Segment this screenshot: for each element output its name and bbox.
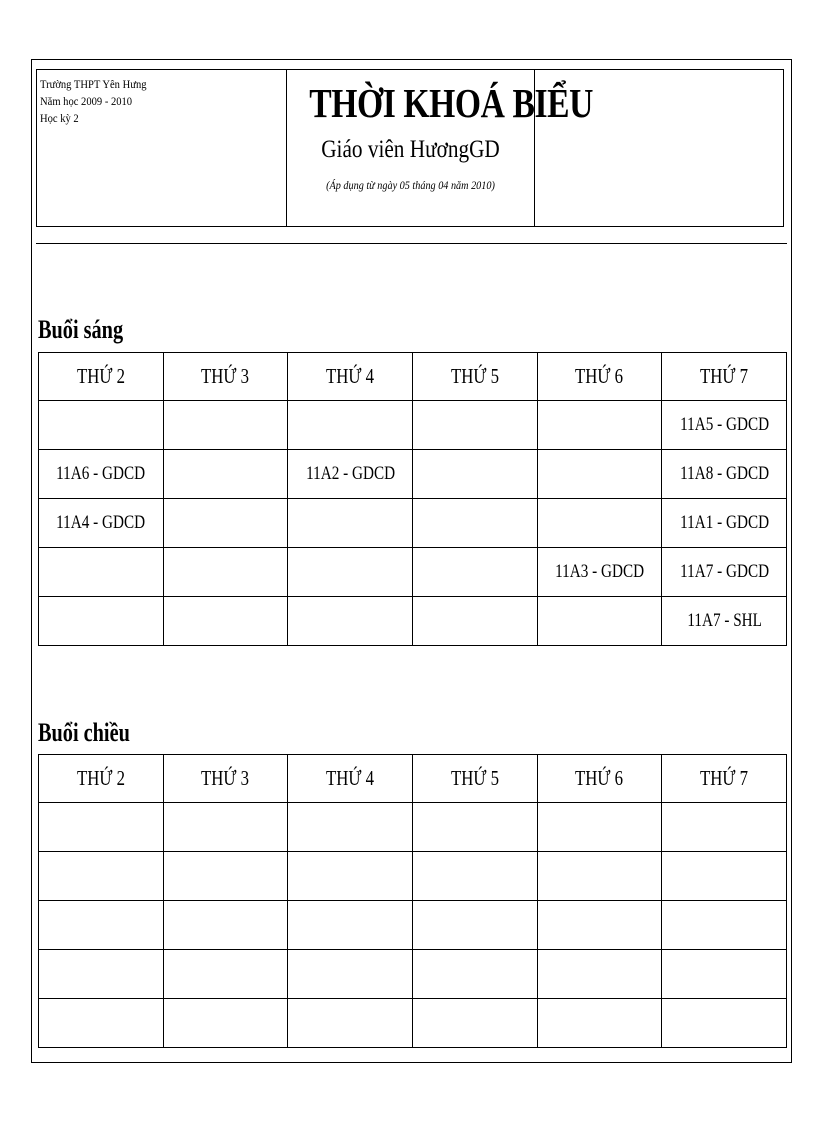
day-header — [288, 353, 413, 401]
schedule-cell — [537, 901, 662, 950]
morning-section-title: Buổi sáng — [38, 315, 124, 344]
schedule-cell — [39, 597, 164, 646]
table-row — [39, 499, 787, 548]
schedule-cell — [39, 950, 164, 999]
schedule-cell — [288, 450, 413, 499]
schedule-cell-text: 11A5 - GDCD — [679, 414, 769, 435]
schedule-cell — [163, 450, 288, 499]
schedule-cell — [163, 950, 288, 999]
schedule-cell — [288, 401, 413, 450]
schedule-cell — [39, 450, 164, 499]
day-header — [412, 755, 537, 803]
schedule-cell — [412, 450, 537, 499]
day-header-label: THỨ 7 — [700, 766, 749, 790]
schedule-cell — [163, 999, 288, 1048]
schedule-cell — [163, 401, 288, 450]
schedule-cell — [662, 597, 787, 646]
schedule-cell — [288, 852, 413, 901]
table-row — [39, 999, 787, 1048]
schedule-cell — [662, 999, 787, 1048]
day-header-label: THỨ 2 — [76, 364, 125, 388]
schedule-cell — [412, 401, 537, 450]
schedule-cell — [163, 803, 288, 852]
day-header — [163, 353, 288, 401]
day-header — [39, 353, 164, 401]
schedule-cell — [537, 450, 662, 499]
divider — [36, 243, 787, 244]
day-header-label: THỨ 3 — [201, 364, 250, 388]
table-row — [39, 450, 787, 499]
day-header-label: THỨ 2 — [76, 766, 125, 790]
schedule-cell — [662, 548, 787, 597]
semester: Học kỳ 2 — [40, 111, 79, 125]
schedule-cell — [662, 401, 787, 450]
day-header — [537, 755, 662, 803]
schedule-cell-text: 11A4 - GDCD — [56, 512, 146, 533]
day-header-label: THỨ 6 — [575, 364, 624, 388]
schedule-cell — [163, 499, 288, 548]
schedule-cell — [662, 450, 787, 499]
apply-date-note: (Áp dụng từ ngày 05 tháng 04 năm 2010) — [326, 178, 495, 192]
schedule-cell — [412, 548, 537, 597]
schedule-cell-text: 11A7 - SHL — [686, 610, 762, 631]
schedule-cell — [662, 901, 787, 950]
schedule-cell — [537, 401, 662, 450]
day-header — [39, 755, 164, 803]
table-row — [39, 401, 787, 450]
schedule-cell — [288, 499, 413, 548]
schedule-cell-text: 11A2 - GDCD — [305, 463, 395, 484]
schedule-cell — [288, 950, 413, 999]
day-header-label: THỨ 4 — [326, 766, 375, 790]
table-row — [39, 852, 787, 901]
schedule-cell — [39, 852, 164, 901]
schedule-cell — [39, 803, 164, 852]
table-row — [39, 901, 787, 950]
table-row — [39, 950, 787, 999]
morning-body — [39, 401, 787, 646]
schedule-cell — [412, 499, 537, 548]
school-name: Trường THPT Yên Hưng — [40, 77, 147, 91]
table-row — [39, 548, 787, 597]
schedule-cell — [412, 950, 537, 999]
schedule-cell — [412, 852, 537, 901]
schedule-cell — [39, 401, 164, 450]
day-header — [163, 755, 288, 803]
schedule-cell — [39, 499, 164, 548]
schedule-cell — [412, 999, 537, 1048]
day-header-label: THỨ 7 — [700, 364, 749, 388]
day-header-label: THỨ 6 — [575, 766, 624, 790]
afternoon-header-row — [39, 755, 787, 803]
schedule-cell — [39, 999, 164, 1048]
day-header-label: THỨ 5 — [450, 766, 499, 790]
schedule-cell — [288, 901, 413, 950]
schedule-cell — [288, 803, 413, 852]
header-box — [36, 69, 784, 227]
schedule-cell — [39, 548, 164, 597]
schedule-cell-text: 11A1 - GDCD — [679, 512, 769, 533]
schedule-cell — [662, 499, 787, 548]
schedule-cell — [537, 999, 662, 1048]
day-header — [662, 353, 787, 401]
schedule-cell — [537, 499, 662, 548]
schedule-cell — [163, 852, 288, 901]
afternoon-body — [39, 803, 787, 1048]
schedule-cell — [662, 950, 787, 999]
morning-header-row — [39, 353, 787, 401]
schedule-cell — [412, 597, 537, 646]
schedule-cell — [537, 548, 662, 597]
schedule-cell-text: 11A6 - GDCD — [56, 463, 146, 484]
schedule-cell — [163, 597, 288, 646]
schedule-cell — [537, 597, 662, 646]
schedule-cell-text: 11A7 - GDCD — [679, 561, 769, 582]
afternoon-schedule-table — [38, 754, 787, 1048]
schedule-cell — [537, 852, 662, 901]
day-header-label: THỨ 5 — [450, 364, 499, 388]
page-title: THỜI KHOÁ BIỂU — [309, 80, 594, 126]
schedule-cell — [662, 852, 787, 901]
school-info — [37, 70, 287, 226]
schedule-cell — [412, 803, 537, 852]
day-header-label: THỨ 4 — [326, 364, 375, 388]
day-header-label: THỨ 3 — [201, 766, 250, 790]
day-header — [412, 353, 537, 401]
schedule-cell — [163, 901, 288, 950]
table-row — [39, 597, 787, 646]
schedule-cell-text: 11A8 - GDCD — [679, 463, 769, 484]
table-row — [39, 803, 787, 852]
schedule-cell — [412, 901, 537, 950]
schedule-cell — [288, 999, 413, 1048]
schedule-cell — [537, 950, 662, 999]
schedule-cell — [39, 901, 164, 950]
schedule-cell — [662, 803, 787, 852]
schedule-cell — [163, 548, 288, 597]
schedule-cell — [288, 597, 413, 646]
day-header — [288, 755, 413, 803]
day-header — [537, 353, 662, 401]
schedule-cell — [288, 548, 413, 597]
day-header — [662, 755, 787, 803]
teacher-name: Giáo viên HươngGD — [321, 136, 500, 163]
school-year: Năm học 2009 - 2010 — [40, 94, 133, 108]
afternoon-section-title: Buổi chiều — [38, 718, 130, 747]
schedule-cell — [537, 803, 662, 852]
morning-schedule-table — [38, 352, 787, 646]
schedule-cell-text: 11A3 - GDCD — [554, 561, 644, 582]
title-block — [287, 70, 594, 226]
